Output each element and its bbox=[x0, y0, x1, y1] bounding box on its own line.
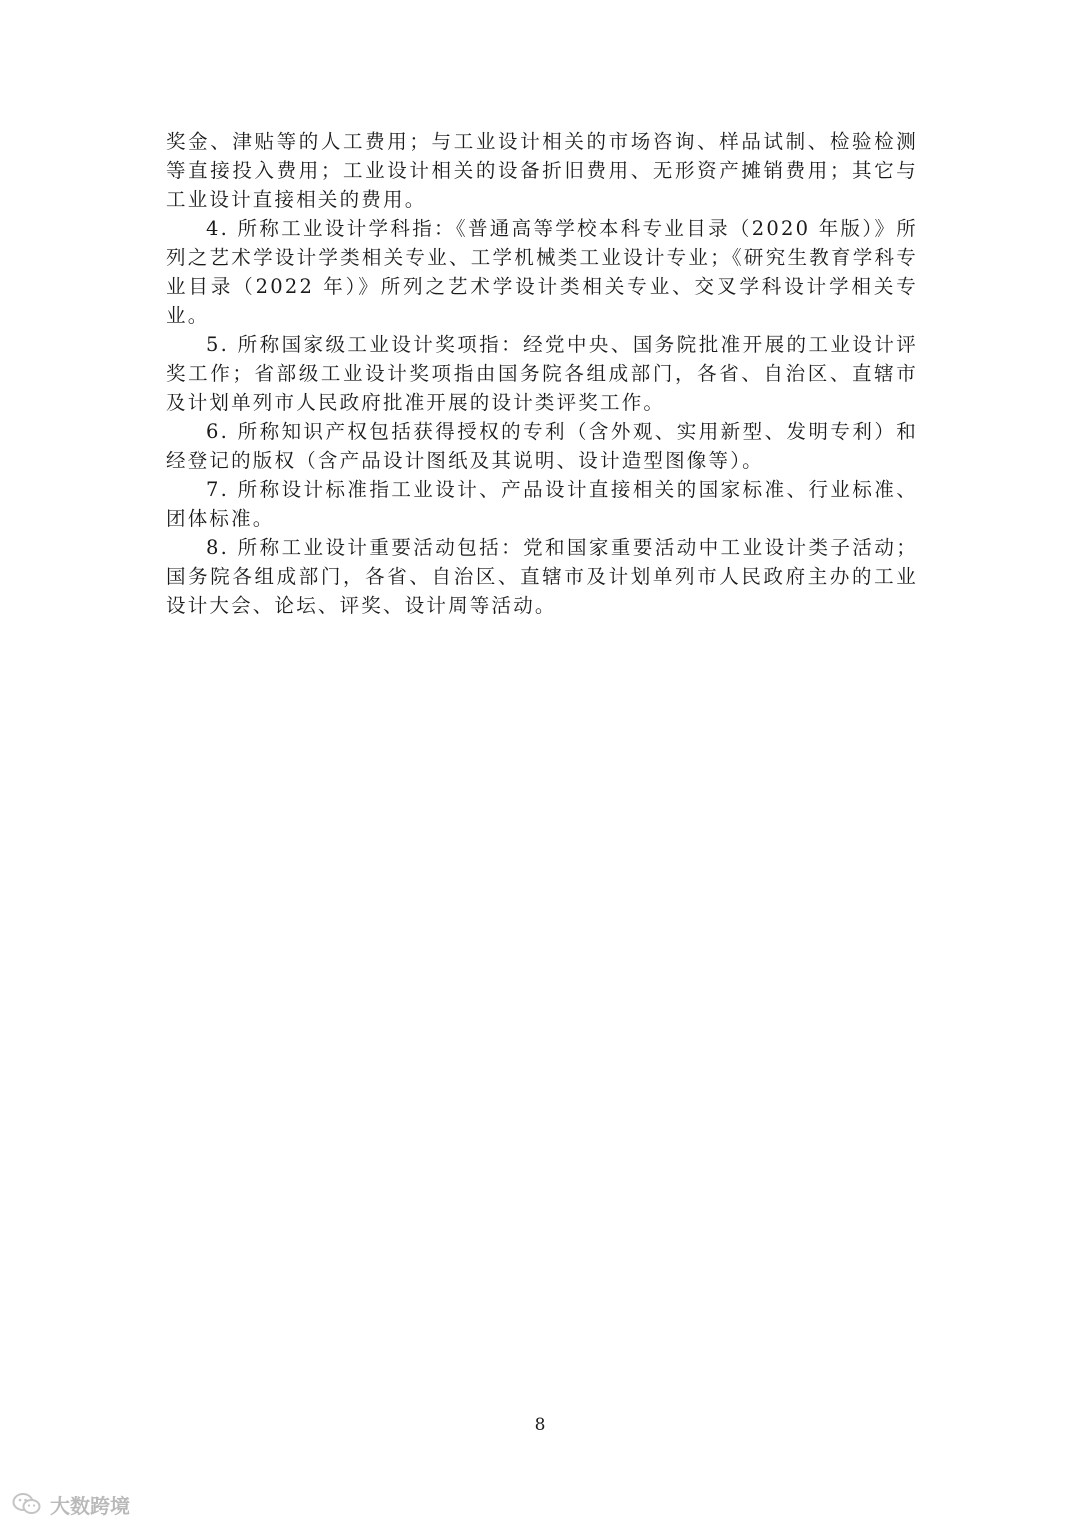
page-number: 8 bbox=[534, 1415, 546, 1435]
watermark bbox=[12, 1490, 130, 1518]
paragraph-item-7: 7. 所称设计标准指工业设计、产品设计直接相关的国家标准、行业标准、团体标准。 bbox=[166, 478, 918, 530]
paragraph-item-6: 6. 所称知识产权包括获得授权的专利（含外观、实用新型、发明专利）和经登记的版权（含产品设计图纸及其说明、设计造型图像等）。 bbox=[166, 420, 918, 472]
wechat-logo-icon bbox=[12, 1492, 42, 1516]
watermark-text: 大数跨境 bbox=[50, 1493, 130, 1518]
paragraph-continuation: 奖金、津贴等的人工费用；与工业设计相关的市场咨询、样品试制、检验检测等直接投入费用；工业设计相关的设备折旧费用、无形资产摊销费用；其它与工业设计直接相关的费用。 bbox=[166, 130, 918, 211]
paragraph-item-5: 5. 所称国家级工业设计奖项指：经党中央、国务院批准开展的工业设计评奖工作；省部级工业设计奖项指由国务院各组成部门，各省、自治区、直辖市及计划单列市人民政府批准开展的设计类评奖工作。 bbox=[166, 333, 918, 414]
paragraph-item-8: 8. 所称工业设计重要活动包括：党和国家重要活动中工业设计类子活动；国务院各组成部门，各省、自治区、直辖市及计划单列市人民政府主办的工业设计大会、论坛、评奖、设计周等活动。 bbox=[166, 536, 918, 617]
paragraph-item-4: 4. 所称工业设计学科指：《普通高等学校本科专业目录（2020 年版）》所列之艺术学设计学类相关专业、工学机械类工业设计专业；《研究生教育学科专业目录（2022 年）》所列之艺术学设计类相关专业、交叉学科设计学相关专业。 bbox=[166, 217, 918, 327]
document-body bbox=[166, 127, 918, 620]
